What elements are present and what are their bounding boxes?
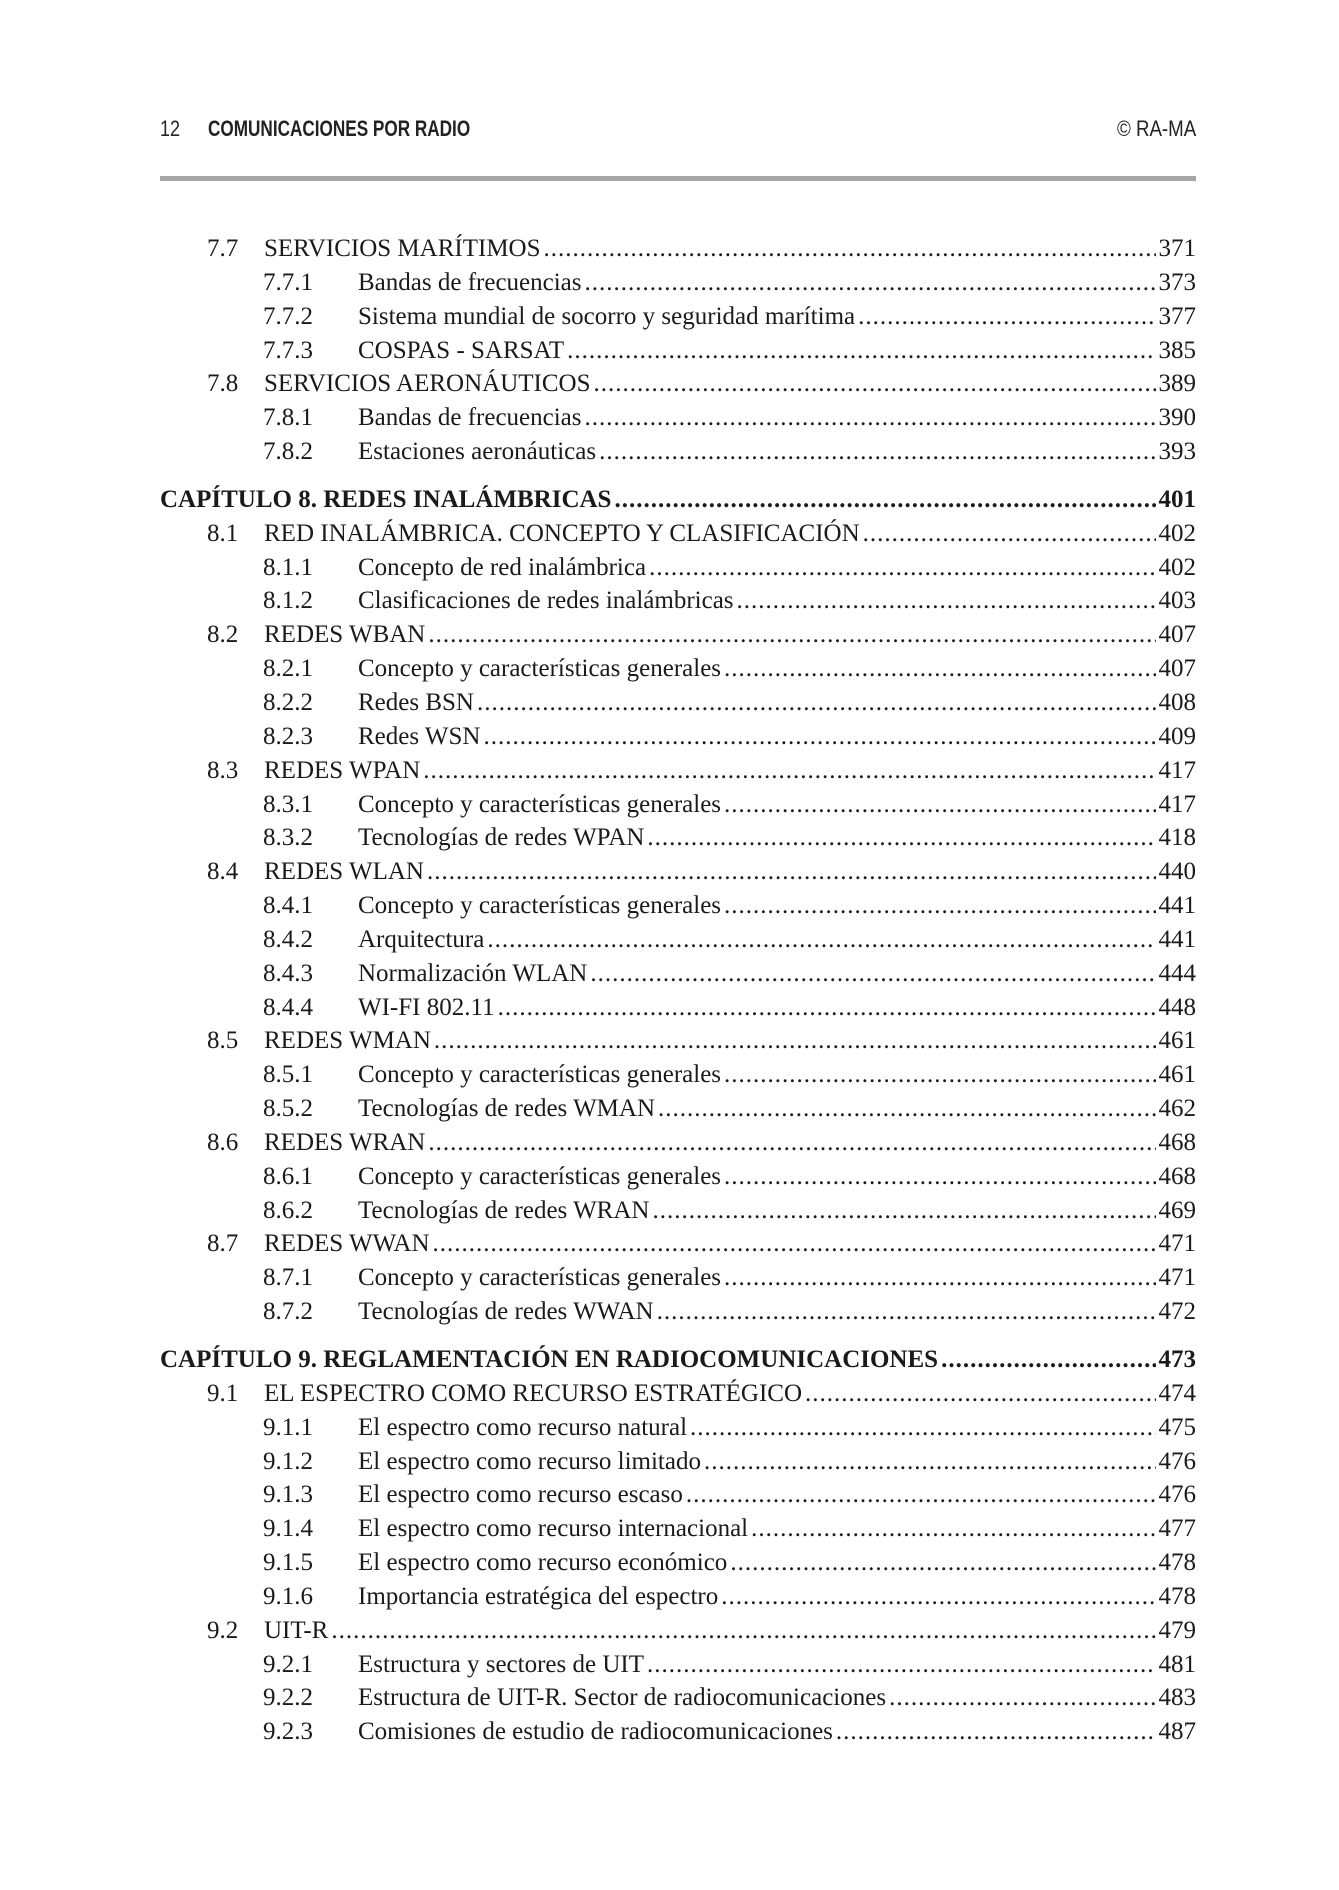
toc-entry-title: Tecnologías de redes WWAN (358, 1298, 654, 1326)
toc-page-number: 401 (1158, 485, 1196, 513)
dot-leader (657, 1295, 1156, 1329)
toc-page-number: 403 (1158, 587, 1196, 615)
toc-entry-title: COSPAS - SARSAT (358, 336, 565, 364)
toc-page-number: 461 (1158, 1061, 1196, 1089)
toc-entry-row (160, 821, 1196, 855)
toc-entry-title: Concepto y características generales (358, 892, 722, 920)
toc-entry-row (160, 1194, 1196, 1228)
toc-entry-number: 7.7.1 (263, 268, 313, 296)
toc-entry-number: 8.4.1 (263, 892, 313, 920)
dot-leader (724, 1261, 1155, 1295)
toc-entry-row (160, 300, 1196, 334)
toc-entry-title: Tecnologías de redes WMAN (358, 1095, 656, 1123)
toc-page-number: 385 (1158, 336, 1196, 364)
toc-page-number: 441 (1158, 892, 1196, 920)
dot-leader (567, 334, 1155, 368)
toc-entry-title: SERVICIOS MARÍTIMOS (264, 235, 541, 262)
toc-entry-number: 9.1 (207, 1379, 239, 1407)
toc-entry-title: Concepto y características generales (358, 1264, 722, 1292)
toc-entry-number: 7.7.3 (263, 336, 313, 364)
dot-leader (863, 517, 1156, 551)
toc-entry-title: CAPÍTULO 8. REDES INALÁMBRICAS (160, 485, 612, 513)
toc-entry-title: Concepto y características generales (358, 790, 722, 818)
toc-page-number: 471 (1158, 1230, 1196, 1258)
toc-entry-title: Concepto y características generales (358, 1162, 722, 1190)
toc-page-number: 476 (1158, 1481, 1196, 1509)
toc-entry-row (160, 652, 1196, 686)
dot-leader (428, 618, 1155, 652)
toc-entry-number: 9.1.2 (263, 1447, 313, 1475)
toc-entry-number: 9.1.3 (263, 1481, 313, 1509)
toc-page-number: 377 (1158, 302, 1196, 330)
toc-entry-title: El espectro como recurso internacional (358, 1515, 749, 1543)
toc-entry-number: 8.6.1 (263, 1162, 313, 1190)
toc-page-number: 481 (1158, 1650, 1196, 1678)
toc-page-number: 371 (1158, 235, 1196, 262)
toc-page-number: 461 (1158, 1027, 1196, 1055)
toc-entry-number: 8.4 (207, 858, 239, 886)
toc-page-number: 462 (1158, 1095, 1196, 1123)
toc-entry-title: Arquitectura (358, 925, 485, 953)
publisher-mark: © RA-MA (1116, 116, 1196, 141)
dot-leader (544, 232, 1156, 266)
toc-entry-number: 9.2 (207, 1616, 239, 1644)
dot-leader (487, 923, 1155, 957)
toc-entry-title: REDES WLAN (264, 858, 424, 886)
toc-page-number: 417 (1158, 790, 1196, 818)
toc-entry-title: RED INALÁMBRICA. CONCEPTO Y CLASIFICACIÓN (264, 519, 860, 547)
toc-page-number: 477 (1158, 1515, 1196, 1543)
toc-entry-title: WI-FI 802.11 (358, 993, 495, 1021)
toc-entry-number: 8.4.2 (263, 925, 313, 953)
toc-entry-title: El espectro como recurso limitado (358, 1447, 701, 1475)
toc-entry-row (160, 788, 1196, 822)
dot-leader (423, 754, 1155, 788)
toc-entry-number: 8.1.2 (263, 587, 313, 615)
toc-entry-number: 7.8 (207, 370, 239, 398)
dot-leader (721, 1580, 1155, 1614)
toc-entry-number: 8.7.2 (263, 1298, 313, 1326)
toc-entry-title: UIT-R (264, 1616, 329, 1644)
toc-page-number: 441 (1158, 925, 1196, 953)
toc-chapter-row (160, 1343, 1196, 1377)
toc-entry-number: 8.7 (207, 1230, 239, 1258)
dot-leader (483, 720, 1155, 754)
toc-entry-number: 8.6 (207, 1128, 239, 1156)
toc-entry-number: 8.4.3 (263, 959, 313, 987)
toc-entry-number: 8.7.1 (263, 1264, 313, 1292)
toc-entry-title: REDES WBAN (264, 621, 426, 649)
toc-page-number: 474 (1158, 1379, 1196, 1407)
toc-entry-title: Concepto de red inalámbrica (358, 553, 647, 581)
toc-entry-title: SERVICIOS AERONÁUTICOS (264, 370, 591, 398)
toc-entry-row (160, 618, 1196, 652)
toc-page-number: 390 (1158, 404, 1196, 432)
toc-page-number: 478 (1158, 1549, 1196, 1577)
dot-leader (585, 266, 1156, 300)
toc-entry-row (160, 1024, 1196, 1058)
page-number: 12 (160, 116, 181, 141)
toc-entry-title: Concepto y características generales (358, 655, 722, 683)
toc-entry-title: EL ESPECTRO COMO RECURSO ESTRATÉGICO (264, 1379, 803, 1407)
toc-entry-number: 8.3.1 (263, 790, 313, 818)
toc-page-number: 476 (1158, 1447, 1196, 1475)
toc-entry-title: CAPÍTULO 9. REGLAMENTACIÓN EN RADIOCOMUNICACIONES (160, 1346, 939, 1373)
toc-entry-row (160, 551, 1196, 585)
toc-entry-row (160, 923, 1196, 957)
dot-leader (889, 1681, 1155, 1715)
toc-entry-title: Comisiones de estudio de radiocomunicaciones (358, 1718, 833, 1746)
dot-leader (690, 1411, 1155, 1445)
toc-entry-row (160, 1648, 1196, 1682)
header-divider (160, 176, 1196, 181)
toc-entry-row (160, 754, 1196, 788)
toc-page-number: 478 (1158, 1582, 1196, 1610)
toc-page-number: 483 (1158, 1684, 1196, 1712)
toc-page-number: 487 (1158, 1718, 1196, 1746)
toc-entry-row (160, 1411, 1196, 1445)
page-header (160, 116, 1196, 148)
table-of-contents (160, 232, 1196, 1749)
toc-entry-title: Clasificaciones de redes inalámbricas (358, 587, 734, 615)
toc-page-number: 373 (1158, 268, 1196, 296)
toc-entry-title: Estaciones aeronáuticas (358, 438, 597, 466)
toc-entry-row (160, 232, 1196, 266)
toc-entry-row (160, 401, 1196, 435)
toc-page-number: 402 (1158, 553, 1196, 581)
toc-entry-number: 8.2.1 (263, 655, 313, 683)
dot-leader (724, 889, 1155, 923)
toc-entry-title: REDES WRAN (264, 1128, 426, 1156)
toc-entry-number: 7.8.2 (263, 438, 313, 466)
toc-entry-row (160, 266, 1196, 300)
toc-entry-title: Redes BSN (358, 688, 474, 716)
toc-chapter-row (160, 483, 1196, 517)
dot-leader (477, 686, 1156, 720)
toc-page-number: 418 (1158, 824, 1196, 852)
dot-leader (599, 435, 1155, 469)
toc-page-number: 407 (1158, 655, 1196, 683)
dot-leader (704, 1445, 1156, 1479)
toc-entry-row (160, 367, 1196, 401)
toc-page-number: 471 (1158, 1264, 1196, 1292)
dot-leader (427, 855, 1156, 889)
dot-leader (836, 1715, 1156, 1749)
toc-page-number: 417 (1158, 756, 1196, 784)
toc-entry-row (160, 1261, 1196, 1295)
toc-entry-row (160, 1614, 1196, 1648)
toc-entry-title: El espectro como recurso natural (358, 1413, 688, 1441)
toc-entry-row (160, 1377, 1196, 1411)
toc-entry-title: Tecnologías de redes WPAN (358, 824, 645, 852)
toc-entry-number: 9.1.6 (263, 1582, 313, 1610)
toc-entry-row (160, 1445, 1196, 1479)
toc-entry-number: 9.2.1 (263, 1650, 313, 1678)
dot-leader (433, 1227, 1156, 1261)
toc-entry-number: 8.6.2 (263, 1196, 313, 1224)
dot-leader (658, 1092, 1155, 1126)
dot-leader (594, 367, 1156, 401)
toc-page-number: 475 (1158, 1413, 1196, 1441)
toc-entry-number: 8.3 (207, 756, 239, 784)
toc-entry-number: 9.1.1 (263, 1413, 313, 1441)
toc-entry-row (160, 1227, 1196, 1261)
dot-leader (941, 1343, 1155, 1377)
dot-leader (649, 551, 1155, 585)
toc-entry-row (160, 686, 1196, 720)
dot-leader (647, 821, 1155, 855)
toc-entry-number: 9.1.5 (263, 1549, 313, 1577)
book-title: COMUNICACIONES POR RADIO (208, 116, 471, 141)
dot-leader (724, 652, 1155, 686)
toc-entry-number: 7.7.2 (263, 302, 313, 330)
toc-entry-title: REDES WMAN (264, 1027, 431, 1055)
toc-entry-row (160, 991, 1196, 1025)
toc-entry-row (160, 1715, 1196, 1749)
toc-page-number: 468 (1158, 1128, 1196, 1156)
dot-leader (730, 1546, 1155, 1580)
toc-page-number: 473 (1158, 1346, 1196, 1373)
dot-leader (331, 1614, 1155, 1648)
dot-leader (724, 788, 1155, 822)
toc-entry-title: Estructura y sectores de UIT (358, 1650, 644, 1678)
toc-entry-number: 8.2.3 (263, 722, 313, 750)
dot-leader (428, 1126, 1155, 1160)
dot-leader (652, 1194, 1155, 1228)
toc-page-number: 479 (1158, 1616, 1196, 1644)
dot-leader (724, 1058, 1155, 1092)
toc-entry-number: 8.2 (207, 621, 239, 649)
toc-entry-title: Normalización WLAN (358, 959, 588, 987)
toc-entry-number: 8.1 (207, 519, 239, 547)
dot-leader (434, 1024, 1156, 1058)
dot-leader (858, 300, 1155, 334)
toc-entry-title: Redes WSN (358, 722, 481, 750)
toc-entry-number: 9.2.3 (263, 1718, 313, 1746)
toc-entry-title: El espectro como recurso económico (358, 1549, 728, 1577)
toc-entry-title: Sistema mundial de socorro y seguridad marítima (358, 302, 856, 330)
toc-entry-row (160, 1512, 1196, 1546)
dot-leader (751, 1512, 1155, 1546)
dot-leader (737, 584, 1156, 618)
toc-entry-number: 9.2.2 (263, 1684, 313, 1712)
toc-entry-title: Tecnologías de redes WRAN (358, 1196, 650, 1224)
toc-page-number: 472 (1158, 1298, 1196, 1326)
toc-entry-number: 9.1.4 (263, 1515, 313, 1543)
toc-entry-title: Concepto y características generales (358, 1061, 722, 1089)
toc-entry-row (160, 334, 1196, 368)
toc-page-number: 444 (1158, 959, 1196, 987)
toc-entry-row (160, 1478, 1196, 1512)
toc-entry-title: Estructura de UIT-R. Sector de radiocomunicaciones (358, 1684, 887, 1712)
toc-entry-number: 8.2.2 (263, 688, 313, 716)
toc-entry-number: 8.5.2 (263, 1095, 313, 1123)
toc-page-number: 408 (1158, 688, 1196, 716)
toc-entry-row (160, 1546, 1196, 1580)
toc-page-number: 393 (1158, 438, 1196, 466)
dot-leader (614, 483, 1155, 517)
dot-leader (585, 401, 1156, 435)
toc-page-number: 409 (1158, 722, 1196, 750)
toc-entry-row (160, 1126, 1196, 1160)
toc-entry-row (160, 1681, 1196, 1715)
toc-entry-row (160, 720, 1196, 754)
toc-entry-title: Importancia estratégica del espectro (358, 1582, 719, 1610)
toc-page-number: 402 (1158, 519, 1196, 547)
toc-entry-number: 8.3.2 (263, 824, 313, 852)
toc-page-number: 389 (1158, 370, 1196, 398)
toc-entry-row (160, 855, 1196, 889)
toc-entry-row (160, 1092, 1196, 1126)
dot-leader (805, 1377, 1155, 1411)
toc-page-number: 448 (1158, 993, 1196, 1021)
toc-entry-row (160, 1160, 1196, 1194)
toc-entry-title: El espectro como recurso escaso (358, 1481, 683, 1509)
toc-entry-row (160, 584, 1196, 618)
dot-leader (590, 957, 1155, 991)
toc-entry-row (160, 1295, 1196, 1329)
toc-entry-number: 8.5 (207, 1027, 239, 1055)
toc-page-number: 440 (1158, 858, 1196, 886)
dot-leader (498, 991, 1156, 1025)
toc-entry-number: 8.1.1 (263, 553, 313, 581)
toc-page-number: 468 (1158, 1162, 1196, 1190)
toc-entry-row (160, 1058, 1196, 1092)
toc-entry-title: Bandas de frecuencias (358, 404, 582, 432)
toc-entry-row (160, 957, 1196, 991)
toc-page-number: 407 (1158, 621, 1196, 649)
toc-entry-number: 8.4.4 (263, 993, 313, 1021)
toc-entry-number: 8.5.1 (263, 1061, 313, 1089)
toc-entry-title: REDES WPAN (264, 756, 421, 784)
toc-entry-title: REDES WWAN (264, 1230, 430, 1258)
toc-entry-number: 7.7 (207, 235, 239, 262)
dot-leader (686, 1478, 1156, 1512)
toc-entry-number: 7.8.1 (263, 404, 313, 432)
dot-leader (647, 1648, 1156, 1682)
dot-leader (724, 1160, 1155, 1194)
toc-entry-title: Bandas de frecuencias (358, 268, 582, 296)
toc-entry-row (160, 1580, 1196, 1614)
toc-entry-row (160, 517, 1196, 551)
toc-entry-row (160, 889, 1196, 923)
toc-page-number: 469 (1158, 1196, 1196, 1224)
toc-entry-row (160, 435, 1196, 469)
